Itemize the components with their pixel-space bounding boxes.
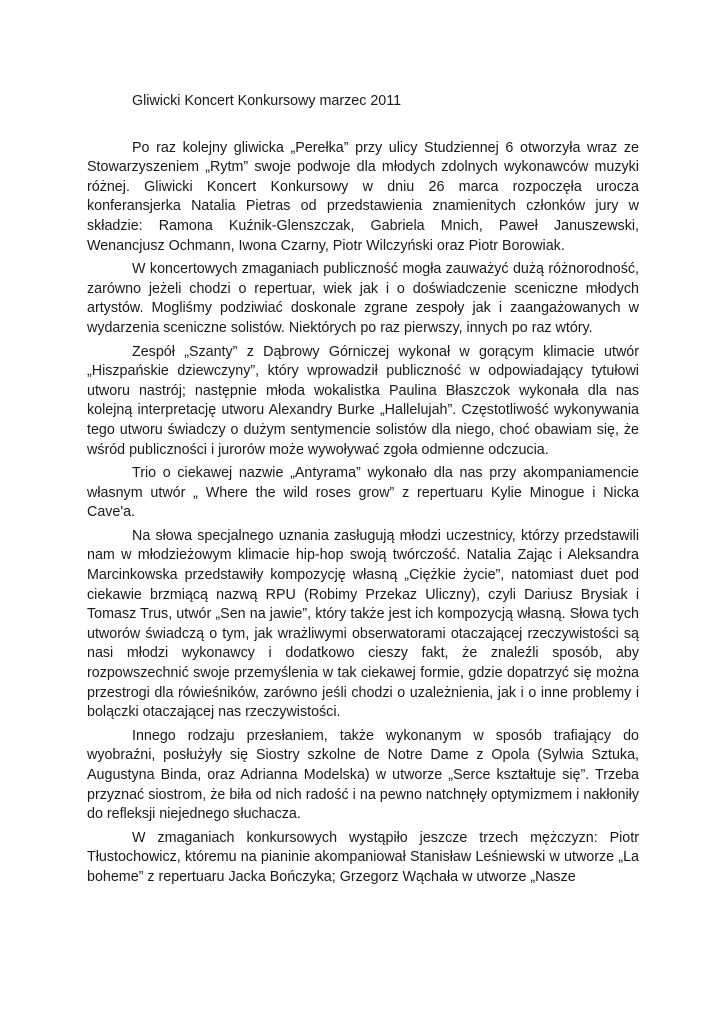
paragraph-sisters: Innego rodzaju przesłaniem, także wykonanym w sposób trafiający do wyobraźni, posłużyły się Siostry szkolne de Notre Dame z Opola (Sylwia Sztuka, Augustyna Binda, oraz Adrianna Modelska) w utworze „Serce kształtuje się”. Trzeba przyznać siostrom, że biła od nich radość i na pewno natchnęły optymizmem i nakłoniły do refleksji niejednego słuchacza. (87, 727, 639, 823)
paragraph-young-participants: Na słowa specjalnego uznania zasługują młodzi uczestnicy, którzy przedstawili nam w młodzieżowym klimacie hip-hop swoją twórczość. Natalia Zając i Aleksandra Marcinkowska przedstawiły kompozycję własną „Ciężkie życie”, natomiast duet pod ciekawie brzmiącą nazwą RPU (Robimy Przekaz Uliczny), czyli Dariusz Brysiak i Tomasz Trus, utwór „Sen na jawie”, który także jest ich kompozycją własną. Słowa tych utworów świadczą o tym, jak wrażliwymi obserwatorami otaczającej rzeczywistości są nasi młodzi wykonawcy i dodatkowo cieszy fakt, że znaleźli sposób, aby rozpowszechnić swoje przemyślenia w tak ciekawej formie, gdzie dopatrzyć się można przestrogi dla rówieśników, zarówno jeśli chodzi o uzależnienia, jak i o inne problemy i bolączki otaczającej nas rzeczywistości. (87, 527, 639, 721)
paragraph-antyrama: Trio o ciekawej nazwie „Antyrama” wykonało dla nas przy akompaniamencie własnym utwór „ Where the wild roses grow” z repertuaru Kylie Minogue i Nicka Cave'a. (87, 465, 639, 521)
paragraph-introduction: Po raz kolejny gliwicka „Perełka” przy ulicy Studziennej 6 otworzyła wraz ze Stowarzyszeniem „Rytm” swoje podwoje dla młodych zdolnych wykonawców muzyki różnej. Gliwicki Koncert Konkursowy w dniu 26 marca rozpoczęła urocza konferansjerka Natalia Pietras od przedstawienia znamienitych członków jury w składzie: Ramona Kuźnik-Glenszczak, Gabriela Mnich, Paweł Januszewski, Wenancjusz Ochmann, Iwona Czarny, Piotr Wilczyński oraz Piotr Borowiak. (87, 139, 639, 254)
paragraph-three-men: W zmaganiach konkursowych wystąpiło jeszcze trzech mężczyzn: Piotr Tłustochowicz, któremu na pianinie akompaniował Stanisław Leśniewski w utworze „La boheme” z repertuaru Jacka Bończyka; Grzegorz Wąchała w utworze „Nasze (87, 829, 639, 885)
paragraph-diversity: W koncertowych zmaganiach publiczność mogła zauważyć dużą różnorodność, zarówno jeżeli chodzi o repertuar, wiek jak i o doświadczenie sceniczne młodych artystów. Mogliśmy podziwiać doskonale zgrane zespoły jak i zaangażowanych w wydarzenia sceniczne solistów. Niektórych po raz pierwszy, innych po raz wtóry. (87, 261, 639, 336)
paragraph-szanty: Zespół „Szanty” z Dąbrowy Górniczej wykonał w gorącym klimacie utwór „Hiszpańskie dziewczyny”, który wprowadził publiczność w odpowiadający tytułowi utworu nastrój; następnie młoda wokalistka Paulina Błaszczok wykonała dla nas kolejną interpretację utworu Alexandry Burke „Hallelujah”. Częstotliwość wykonywania tego utworu świadczy o dużym sentymencie solistów dla niego, choć obawiam się, że wśród publiczności i jurorów może wywoływać zgoła odmienne odczucia. (87, 343, 639, 458)
document-title: Gliwicki Koncert Konkursowy marzec 2011 (132, 93, 402, 109)
document-body (87, 92, 639, 888)
